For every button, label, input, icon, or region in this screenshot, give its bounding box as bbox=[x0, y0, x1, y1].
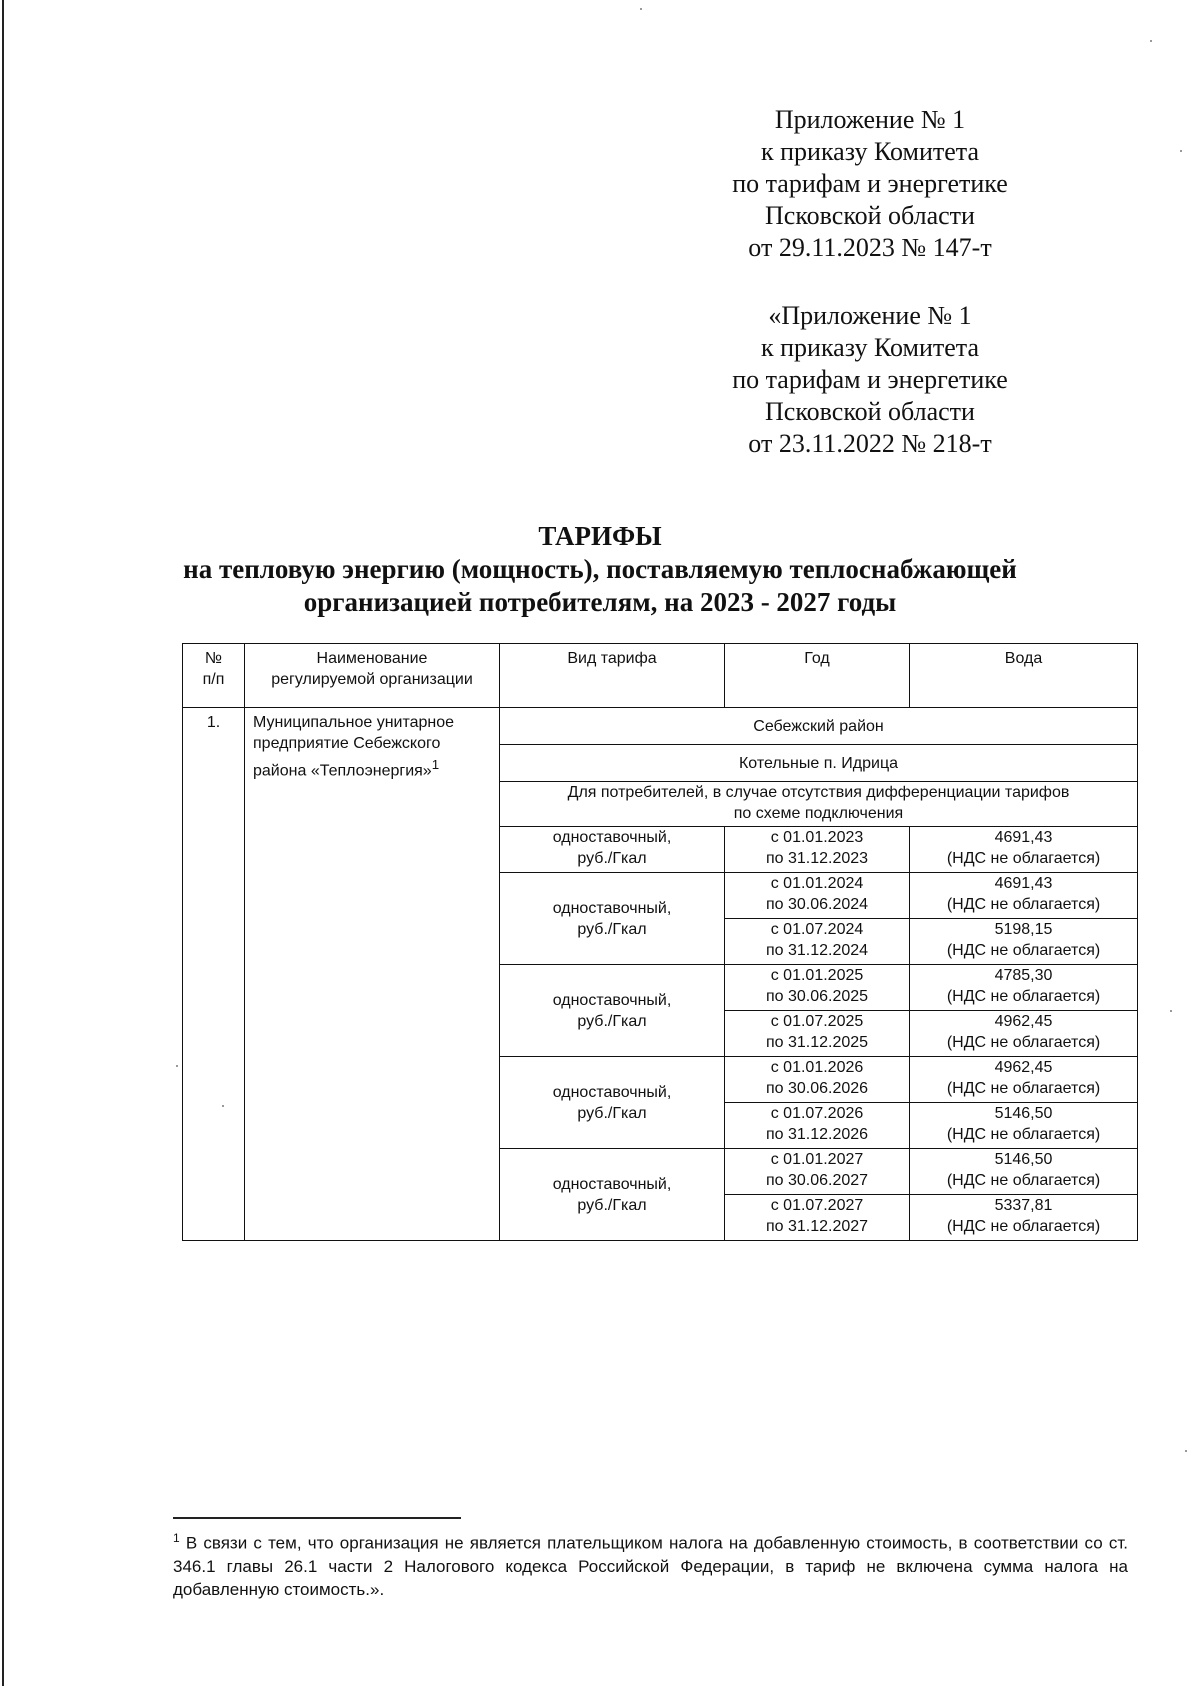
tariff-type-cell: одноставочный, руб./Гкал bbox=[500, 873, 725, 965]
table-header-row bbox=[183, 644, 1138, 708]
tariff-value-cell: 5146,50 (НДС не облагается) bbox=[910, 1103, 1138, 1149]
tariff-value-cell: 5146,50 (НДС не облагается) bbox=[910, 1149, 1138, 1195]
footnote-text: В связи с тем, что организация не является плательщиком налога на добавленную стоимость, в соответствии со ст. 346.1 главы 26.1 части 2 Налогового кодекса Российской Федерации, в тариф не включена сумма налога на добавленную стоимость.». bbox=[173, 1533, 1128, 1599]
period-cell: с 01.07.2025 по 31.12.2025 bbox=[725, 1011, 910, 1057]
tariff-value-cell: 4962,45 (НДС не облагается) bbox=[910, 1057, 1138, 1103]
title-line: на тепловую энергию (мощность), поставляемую теплоснабжающей bbox=[183, 554, 1017, 584]
scan-speck bbox=[640, 8, 642, 10]
header-number: № п/п bbox=[183, 644, 245, 708]
tariff-value-cell: 4691,43 (НДС не облагается) bbox=[910, 827, 1138, 873]
appendix-previous-block bbox=[700, 300, 1040, 460]
period-cell: с 01.01.2027 по 30.06.2027 bbox=[725, 1149, 910, 1195]
tariff-value-cell: 5337,81 (НДС не облагается) bbox=[910, 1195, 1138, 1241]
boiler-label: Котельные п. Идрица bbox=[500, 745, 1138, 782]
page-left-edge bbox=[2, 0, 4, 1686]
header-water: Вода bbox=[910, 644, 1138, 708]
appendix-line: Псковской области bbox=[765, 201, 975, 230]
header-tariff-type: Вид тарифа bbox=[500, 644, 725, 708]
scan-speck bbox=[1150, 40, 1152, 42]
tariff-type-cell: одноставочный, руб./Гкал bbox=[500, 1149, 725, 1241]
district-label: Себежский район bbox=[500, 708, 1138, 745]
tariff-value-cell: 4962,45 (НДС не облагается) bbox=[910, 1011, 1138, 1057]
organization-name: Муниципальное унитарное предприятие Себежского района «Теплоэнергия»$^1$ bbox=[245, 708, 500, 1241]
period-cell: с 01.07.2027 по 31.12.2027 bbox=[725, 1195, 910, 1241]
appendix-current-block bbox=[700, 104, 1040, 264]
tariff-value-cell: 5198,15 (НДС не облагается) bbox=[910, 919, 1138, 965]
appendix-line: Псковской области bbox=[765, 397, 975, 426]
scan-speck bbox=[1170, 1010, 1172, 1012]
tariff-type-cell: одноставочный, руб./Гкал bbox=[500, 827, 725, 873]
footnote-number: 1 bbox=[173, 1531, 180, 1545]
tariff-type-cell: одноставочный, руб./Гкал bbox=[500, 1057, 725, 1149]
tariff-value-cell: 4785,30 (НДС не облагается) bbox=[910, 965, 1138, 1011]
header-year: Год bbox=[725, 644, 910, 708]
period-cell: с 01.01.2023 по 31.12.2023 bbox=[725, 827, 910, 873]
tariffs-table bbox=[182, 643, 1138, 1241]
title-line: организацией потребителям, на 2023 - 2027 годы bbox=[303, 587, 897, 617]
period-cell: с 01.07.2024 по 31.12.2024 bbox=[725, 919, 910, 965]
footnote-separator bbox=[173, 1517, 461, 1519]
appendix-line: по тарифам и энергетике bbox=[732, 169, 1008, 198]
period-cell: с 01.07.2026 по 31.12.2026 bbox=[725, 1103, 910, 1149]
tariff-type-cell: одноставочный, руб./Гкал bbox=[500, 965, 725, 1057]
appendix-line: к приказу Комитета bbox=[760, 137, 979, 166]
appendix-line: по тарифам и энергетике bbox=[732, 365, 1008, 394]
appendix-line: Приложение № 1 bbox=[774, 105, 966, 134]
document-title bbox=[150, 520, 1050, 619]
tariff-value-cell: 4691,43 (НДС не облагается) bbox=[910, 873, 1138, 919]
period-cell: с 01.01.2024 по 30.06.2024 bbox=[725, 873, 910, 919]
period-cell: с 01.01.2025 по 30.06.2025 bbox=[725, 965, 910, 1011]
scan-speck bbox=[1185, 1450, 1187, 1452]
scan-speck bbox=[222, 1105, 224, 1107]
period-cell: с 01.01.2026 по 30.06.2026 bbox=[725, 1057, 910, 1103]
appendix-line: от 23.11.2022 № 218-т bbox=[748, 429, 992, 458]
row-number: 1. bbox=[183, 708, 245, 1241]
footnote-marker: 1 bbox=[431, 757, 440, 772]
appendix-line: «Приложение № 1 bbox=[768, 301, 972, 330]
consumers-label: Для потребителей, в случае отсутствия дифференциации тарифов по схеме подключения bbox=[500, 782, 1138, 827]
footnote bbox=[173, 1527, 1128, 1601]
appendix-line: от 29.11.2023 № 147-т bbox=[748, 233, 992, 262]
title-heading: ТАРИФЫ bbox=[538, 521, 662, 551]
header-organization: Наименование регулируемой организации bbox=[245, 644, 500, 708]
scan-speck bbox=[176, 1065, 178, 1067]
table-row bbox=[183, 708, 1138, 745]
appendix-line: к приказу Комитета bbox=[760, 333, 979, 362]
scan-speck bbox=[1180, 150, 1182, 152]
